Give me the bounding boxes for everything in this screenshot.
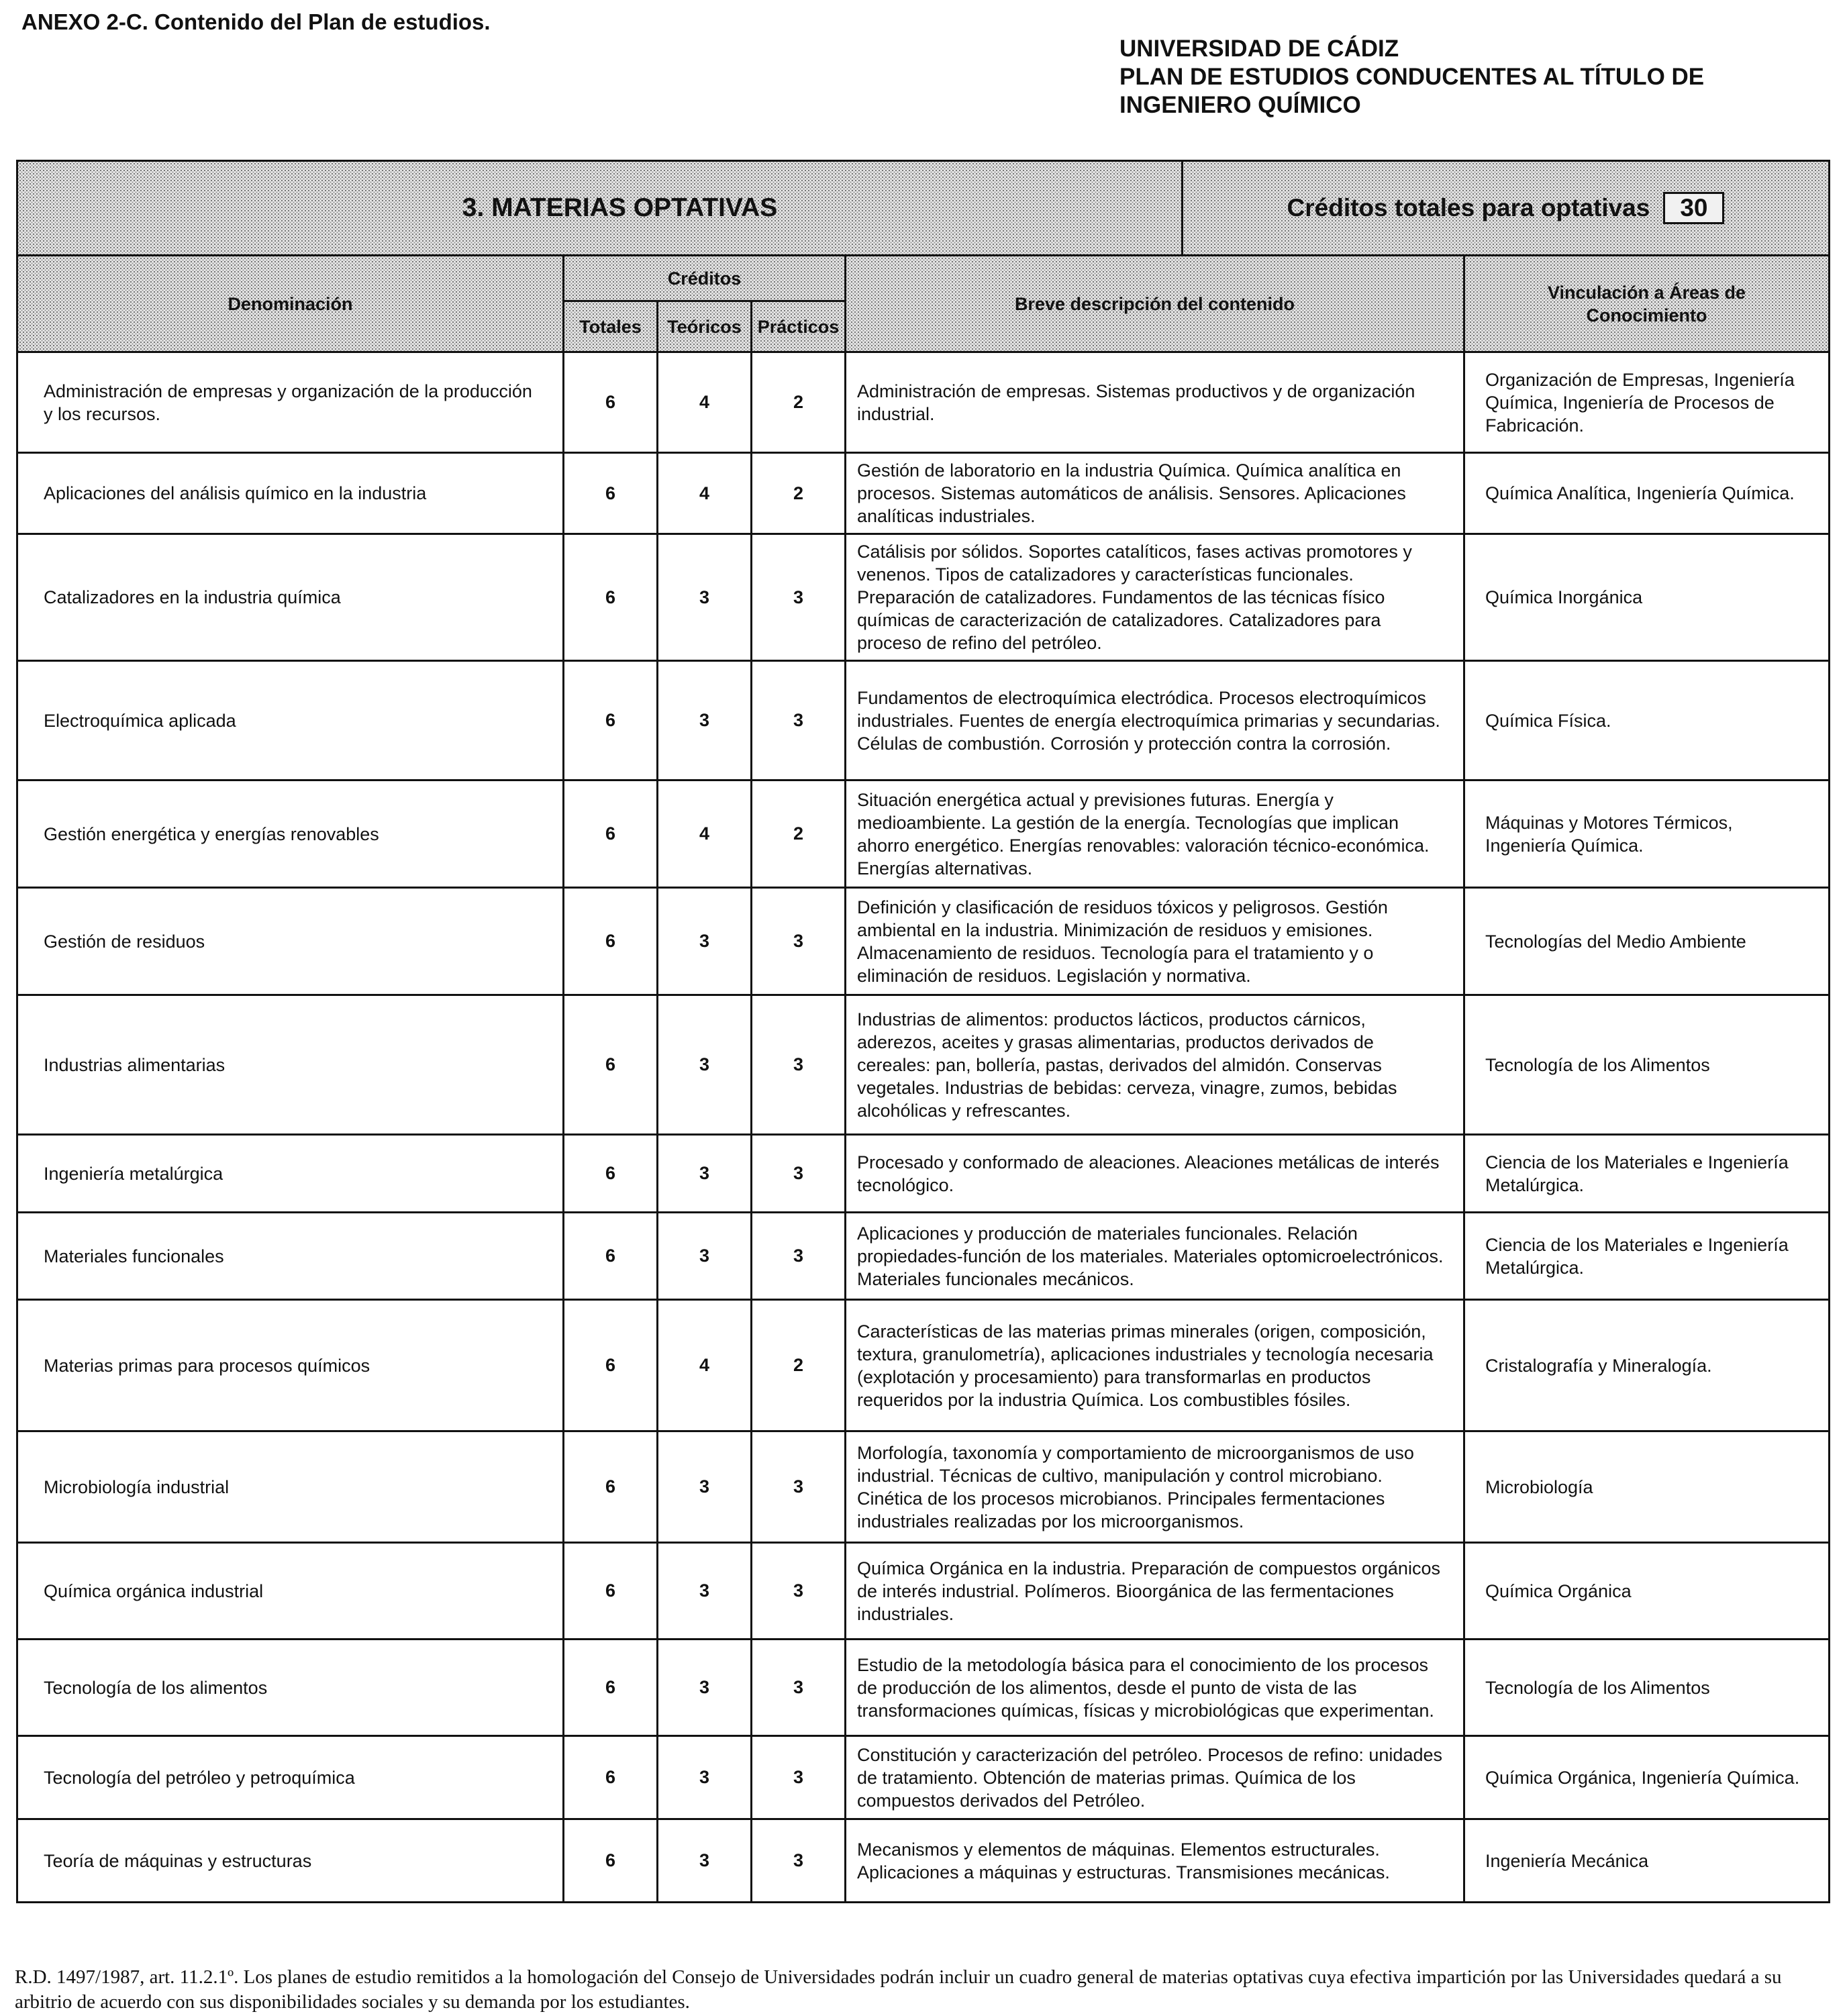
subject-name: Materiales funcionales [17, 1213, 564, 1300]
subject-description: Constitución y caracterización del petróleo. Procesos de refino: unidades de tratamiento. Obtención de materias primas. Química de los compuestos derivados del Petróleo. [846, 1736, 1464, 1819]
credits-practicos: 3 [752, 888, 846, 995]
subject-name: Teoría de máquinas y estructuras [17, 1819, 564, 1903]
col-vinculacion: Vinculación a Áreas de Conocimiento [1464, 256, 1830, 352]
knowledge-area: Microbiología [1464, 1431, 1830, 1543]
credits-totales: 6 [564, 1431, 658, 1543]
credits-practicos: 2 [752, 453, 846, 534]
table-row [17, 1819, 1830, 1903]
credits-totales: 6 [564, 1543, 658, 1640]
credits-totales: 6 [564, 995, 658, 1135]
credits-teoricos: 4 [658, 780, 752, 888]
credits-practicos: 3 [752, 1736, 846, 1819]
footnote: R.D. 1497/1987, art. 11.2.1º. Los planes de estudio remitidos a la homologación del Consejo de Universidades podrán incluir un cuadro general de materias optativas cuya efectiva impartición por las Universidades quedará a su arbitrio de acuerdo con sus disponibilidades sociales y su demanda por los estudiantes. [15, 1966, 1782, 2013]
credits-totales: 6 [564, 661, 658, 780]
table-row [17, 780, 1830, 888]
col-denominacion: Denominación [17, 256, 564, 352]
credits-totales: 6 [564, 352, 658, 453]
subject-description: Procesado y conformado de aleaciones. Aleaciones metálicas de interés tecnológico. [846, 1135, 1464, 1213]
subject-description: Administración de empresas. Sistemas productivos y de organización industrial. [846, 352, 1464, 453]
subject-name: Tecnología del petróleo y petroquímica [17, 1736, 564, 1819]
knowledge-area: Ciencia de los Materiales e Ingeniería Metalúrgica. [1464, 1135, 1830, 1213]
knowledge-area: Ciencia de los Materiales e Ingeniería Metalúrgica. [1464, 1213, 1830, 1300]
credits-value: 30 [1663, 192, 1724, 224]
knowledge-area: Máquinas y Motores Térmicos, Ingeniería Química. [1464, 780, 1830, 888]
knowledge-area: Ingeniería Mecánica [1464, 1819, 1830, 1903]
subject-description: Definición y clasificación de residuos tóxicos y peligrosos. Gestión ambiental en la industria. Minimización de residuos y emisiones. Almacenamiento de residuos. Tecnología para el tratamiento y o eliminación de residuos. Legislación y normativa. [846, 888, 1464, 995]
subject-name: Gestión energética y energías renovables [17, 780, 564, 888]
credits-practicos: 3 [752, 1135, 846, 1213]
credits-totales: 6 [564, 1135, 658, 1213]
knowledge-area: Cristalografía y Mineralogía. [1464, 1300, 1830, 1431]
annex-title: ANEXO 2-C. Contenido del Plan de estudios. [21, 9, 491, 34]
subject-name: Gestión de residuos [17, 888, 564, 995]
subject-description: Situación energética actual y previsiones futuras. Energía y medioambiente. La gestión de la energía. Tecnologías que implican ahorro energético. Energías renovables: valoración técnico-económica. Energías alternativas. [846, 780, 1464, 888]
subject-name: Microbiología industrial [17, 1431, 564, 1543]
table-row [17, 1736, 1830, 1819]
table-row [17, 1543, 1830, 1640]
credits-practicos: 3 [752, 1543, 846, 1640]
table-row [17, 995, 1830, 1135]
knowledge-area: Química Física. [1464, 661, 1830, 780]
plan-line-1: PLAN DE ESTUDIOS CONDUCENTES AL TÍTULO DE [1119, 64, 1705, 90]
credits-totales: 6 [564, 534, 658, 661]
credits-label: Créditos totales para optativas [1287, 194, 1650, 221]
credits-totales: 6 [564, 1819, 658, 1903]
col-totales: Totales [564, 301, 658, 352]
university-heading [1119, 35, 1704, 119]
university-name: UNIVERSIDAD DE CÁDIZ [1119, 36, 1399, 62]
table-row [17, 453, 1830, 534]
credits-teoricos: 4 [658, 1300, 752, 1431]
credits-teoricos: 3 [658, 1431, 752, 1543]
subject-name: Electroquímica aplicada [17, 661, 564, 780]
knowledge-area: Organización de Empresas, Ingeniería Química, Ingeniería de Procesos de Fabricación. [1464, 352, 1830, 453]
header-row [17, 256, 1830, 301]
credits-totales: 6 [564, 1736, 658, 1819]
subject-description: Gestión de laboratorio en la industria Química. Química analítica en procesos. Sistemas automáticos de análisis. Sensores. Aplicaciones analíticas industriales. [846, 453, 1464, 534]
credits-teoricos: 3 [658, 995, 752, 1135]
subject-description: Industrias de alimentos: productos lácticos, productos cárnicos, aderezos, aceites y grasas alimentarias, productos derivados de cereales: pan, bollería, pastas, derivados del almidón. Conservas vegetales. Industrias de bebidas: cerveza, vinagre, zumos, bebidas alcohólicas y refrescantes. [846, 995, 1464, 1135]
knowledge-area: Química Orgánica, Ingeniería Química. [1464, 1736, 1830, 1819]
table-row [17, 1640, 1830, 1736]
subject-name: Tecnología de los alimentos [17, 1640, 564, 1736]
table-row [17, 352, 1830, 453]
table-row [17, 1300, 1830, 1431]
credits-practicos: 3 [752, 534, 846, 661]
col-descripcion: Breve descripción del contenido [846, 256, 1464, 352]
knowledge-area: Química Analítica, Ingeniería Química. [1464, 453, 1830, 534]
table-row [17, 661, 1830, 780]
table-row [17, 1431, 1830, 1543]
credits-teoricos: 3 [658, 1819, 752, 1903]
subject-name: Ingeniería metalúrgica [17, 1135, 564, 1213]
subject-description: Estudio de la metodología básica para el conocimiento de los procesos de producción de los alimentos, desde el punto de vista de las transformaciones químicas, físicas y microbiológicas que experimentan. [846, 1640, 1464, 1736]
subject-name: Catalizadores en la industria química [17, 534, 564, 661]
table-row [17, 1135, 1830, 1213]
credits-teoricos: 3 [658, 661, 752, 780]
credits-teoricos: 3 [658, 1543, 752, 1640]
table-row [17, 534, 1830, 661]
credits-totales: 6 [564, 888, 658, 995]
credits-total [1183, 162, 1828, 254]
credits-teoricos: 3 [658, 534, 752, 661]
banner-row [17, 161, 1830, 256]
subject-description: Aplicaciones y producción de materiales funcionales. Relación propiedades-función de los materiales. Materiales optomicroelectrónicos. Materiales funcionales mecánicos. [846, 1213, 1464, 1300]
credits-practicos: 3 [752, 1819, 846, 1903]
credits-teoricos: 3 [658, 1736, 752, 1819]
credits-totales: 6 [564, 1213, 658, 1300]
credits-practicos: 3 [752, 1213, 846, 1300]
credits-practicos: 2 [752, 1300, 846, 1431]
credits-totales: 6 [564, 1300, 658, 1431]
credits-teoricos: 3 [658, 1640, 752, 1736]
credits-practicos: 2 [752, 780, 846, 888]
knowledge-area: Química Orgánica [1464, 1543, 1830, 1640]
col-teoricos: Teóricos [658, 301, 752, 352]
credits-totales: 6 [564, 780, 658, 888]
optativas-table [16, 160, 1830, 1903]
subject-name: Aplicaciones del análisis químico en la industria [17, 453, 564, 534]
credits-teoricos: 4 [658, 453, 752, 534]
credits-practicos: 3 [752, 995, 846, 1135]
credits-teoricos: 3 [658, 888, 752, 995]
plan-line-2: INGENIERO QUÍMICO [1119, 92, 1361, 118]
knowledge-area: Tecnologías del Medio Ambiente [1464, 888, 1830, 995]
knowledge-area: Química Inorgánica [1464, 534, 1830, 661]
col-creditos: Créditos [564, 256, 846, 301]
subject-description: Catálisis por sólidos. Soportes catalíticos, fases activas promotores y venenos. Tipos de catalizadores y características funcionales. Preparación de catalizadores. Fundamentos de las técnicas físico químicas de caracterización de catalizadores. Catalizadores para proceso de refino del petróleo. [846, 534, 1464, 661]
knowledge-area: Tecnología de los Alimentos [1464, 995, 1830, 1135]
credits-practicos: 3 [752, 1640, 846, 1736]
credits-totales: 6 [564, 1640, 658, 1736]
table-row [17, 1213, 1830, 1300]
subject-description: Mecanismos y elementos de máquinas. Elementos estructurales. Aplicaciones a máquinas y estructuras. Transmisiones mecánicas. [846, 1819, 1464, 1903]
credits-totales: 6 [564, 453, 658, 534]
credits-practicos: 3 [752, 1431, 846, 1543]
subject-description: Fundamentos de electroquímica electródica. Procesos electroquímicos industriales. Fuentes de energía electroquímica primarias y secundarias. Células de combustión. Corrosión y protección contra la corrosión. [846, 661, 1464, 780]
credits-teoricos: 3 [658, 1213, 752, 1300]
subject-description: Morfología, taxonomía y comportamiento de microorganismos de uso industrial. Técnicas de cultivo, manipulación y control microbiano. Cinética de los procesos microbianos. Principales fermentaciones industriales realizadas por los microorganismos. [846, 1431, 1464, 1543]
subject-description: Química Orgánica en la industria. Preparación de compuestos orgánicos de interés industrial. Polímeros. Bioorgánica de las fermentaciones industriales. [846, 1543, 1464, 1640]
subject-name: Química orgánica industrial [17, 1543, 564, 1640]
table-row [17, 888, 1830, 995]
credits-teoricos: 4 [658, 352, 752, 453]
subject-name: Industrias alimentarias [17, 995, 564, 1135]
credits-practicos: 3 [752, 661, 846, 780]
col-practicos: Prácticos [752, 301, 846, 352]
knowledge-area: Tecnología de los Alimentos [1464, 1640, 1830, 1736]
subject-name: Materias primas para procesos químicos [17, 1300, 564, 1431]
credits-practicos: 2 [752, 352, 846, 453]
credits-teoricos: 3 [658, 1135, 752, 1213]
subject-description: Características de las materias primas minerales (origen, composición, textura, granulometría), aplicaciones industriales y tecnología necesaria (explotación y procesamiento) para transformarlas en productos requeridos por la industria Química. Los combustibles fósiles. [846, 1300, 1464, 1431]
subject-name: Administración de empresas y organización de la producción y los recursos. [17, 352, 564, 453]
section-title: 3. MATERIAS OPTATIVAS [18, 162, 1183, 254]
